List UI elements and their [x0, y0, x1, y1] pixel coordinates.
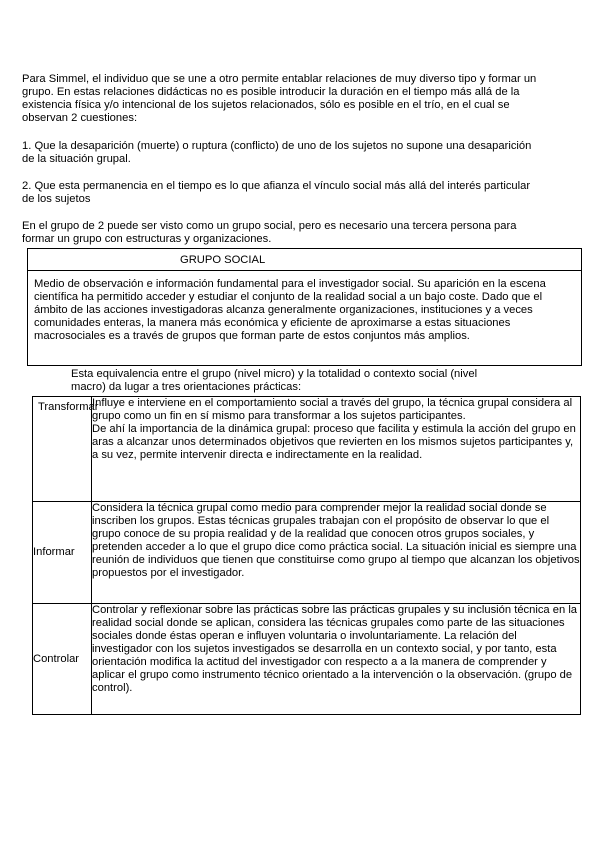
table-row: [33, 502, 581, 604]
orientation-text: Considera la técnica grupal como medio para comprender mejor la realidad social donde se inscriben los grupos. Estas técnicas grupales trabajan con el propósito de observar lo que el grupo conoce de su propia realidad y de la realidad que conocen otros grupos sociales, y pretenden acceder a lo que el grupo dice como práctica social. La situación inicial es siempre una reunión de individuos que tienen que constituirse como grupo al tiempo que alcanzan los objetivos propuestos por el investigador.: [92, 502, 580, 579]
orientation-label-cell: [33, 397, 99, 502]
orientation-description: [92, 604, 581, 715]
orientation-text: Controlar y reflexionar sobre las prácticas sobre las prácticas grupales y su inclusión técnica en la realidad social donde se aplican, considera las técnicas grupales como parte de las situaciones sociales donde éstas operan e influyen voluntaria o involuntariamente. La relación del investigador con los sujetos investigados se desarrolla en un contexto social, y por tanto, esta orientación modifica la actitud del investigador con respecto a a la manera de comprender y aplicar el grupo como instrumento técnico orientado a la intervención o la observación. (grupo de control).: [92, 604, 578, 694]
grupo-social-header: [27, 248, 582, 271]
orientation-description: [92, 397, 581, 502]
table-row: [33, 604, 581, 715]
orientation-label: Controlar: [33, 604, 92, 715]
orientation-description: [92, 502, 581, 604]
table-row: [33, 397, 581, 502]
intro-paragraph: Para Simmel, el individuo que se une a otro permite entablar relaciones de muy diverso tipo y formar un grupo. En estas relaciones didácticas no es posible introducir la duración en el tiempo más allá de la existencia física y/o intencional de los sujetos relacionados, sólo es posible en el trío, en el cual se observan 2 cuestiones:: [22, 73, 537, 124]
grupo-social-title: GRUPO SOCIAL: [180, 254, 266, 266]
equivalencia-paragraph: Esta equivalencia entre el grupo (nivel micro) y la totalidad o contexto social (nivel macro) da lugar a tres orientaciones prácticas:: [71, 368, 478, 393]
orientation-text: Influye e interviene en el comportamiento social a través del grupo, la técnica grupal considera al grupo como un fin en sí mismo para transformar a los sujetos participantes.: [92, 397, 573, 422]
orientaciones-table: [32, 396, 581, 715]
list-item-2: 2. Que esta permanencia en el tiempo es lo que afianza el vínculo social más allá del interés particular de los sujetos: [22, 180, 531, 205]
grupo-de-dos-paragraph: En el grupo de 2 puede ser visto como un grupo social, pero es necesario una tercera persona para formar un grupo con estructuras y organizaciones.: [22, 220, 517, 245]
orientation-text-extra: De ahí la importancia de la dinámica grupal: proceso que facilita y estimula la acción del grupo en aras a alcanzar unos determinados objetivos que revierten en los mismos sujetos participantes y, a su vez, permite intervenir directa e indirectamente en la realidad.: [92, 423, 576, 461]
grupo-social-definition: Medio de observación e información fundamental para el investigador social. Su aparición en la escena científica ha permitido acceder y estudiar el conjunto de la realidad social a un bajo coste. Dado que el ámbito de las acciones investigadoras alcanza generalmente organizaciones, instituciones y a veces comunidades enteras, la manera más económica y eficiente de aproximarse a estas situaciones macrosociales es a través de grupos que forman parte de estos conjuntos más amplios.: [27, 270, 582, 366]
list-item-1: 1. Que la desaparición (muerte) o ruptura (conflicto) de uno de los sujetos no supone una desaparición de la situación grupal.: [22, 140, 532, 165]
orientation-label: Transformar: [38, 401, 99, 413]
orientation-label: Informar: [33, 502, 92, 604]
